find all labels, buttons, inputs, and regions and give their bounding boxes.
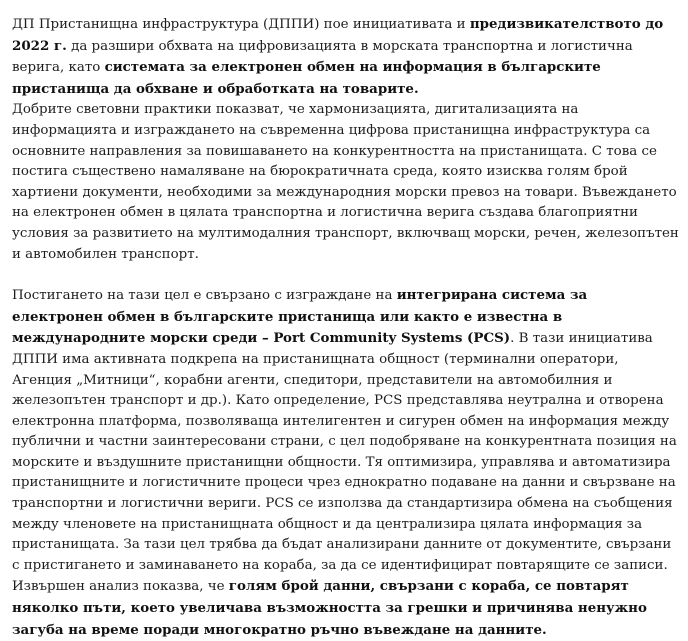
p1-bold-1: предизвикателството до 2022 г. [12,16,664,54]
paragraph-2 [12,100,682,265]
p3-text-1: Постигането на тази цел е свързано с изграждане на [12,288,397,304]
paragraph-spacer [12,265,682,285]
p3-bold-2: голям брой данни, свързани с кораба, се повтарят няколко пъти, което увеличава възможността за грешки и причинява ненужно загуба на време поради многократно ръчно въвеждане на данните. [12,578,647,638]
p2-text: Добрите световни практики показват, че хармонизацията, дигитализацията на информацията и изграждането на съвременна цифрова пристанищна инфраструктура са основните направления за повишаването на конкурентността на пристанищата. С това се постига съществено намаляване на бюрократичната среда, която изисква голям брой хартиени документи, необходими за международния морски превоз на товари. Въвеждането на електронен обмен в цялата транспортна и логистична верига създава благоприятни условия за развитието на мултимодалния транспорт, включващ морски, речен, железопътен и автомобилен транспорт. [12,102,679,262]
p3-bold-1: интегрирана система за електронен обмен в българските пристанища или както е известна в международните морски среди – Port Community Systems (PCS) [12,287,588,347]
p1-bold-2: системата за електронен обмен на информация в българските пристанища да обхване и обработката на товарите. [12,59,601,97]
p1-text-1: ДП Пристанищна инфраструктура (ДППИ) пое инициативата и [12,17,470,32]
paragraph-1 [12,14,682,100]
paragraph-3 [12,285,682,641]
p1-text-2: да разшири обхвата на цифровизацията в морската транспортна и логистична верига, като [12,38,633,76]
p3-text-2: . В тази инициатива ДППИ има активната подкрепа на пристанищната общност (терминални оператори, Агенция „Митници“, корабни агенти, спедитори, представители на автомобилния и железопътен транспорт и др.). Като определение, PCS представлява неутрална и отворена електронна платформа, позволяваща интелигентен и сигурен обмен на информация между публични и частни заинтересовани страни, с цел подобряване на конкурентната позиция на морските и въздушните пристанищни общности. Тя оптимизира, управлява и автоматизира пристанищните и логистичните процеси чрез еднократно подаване на данни и свързване на транспортни и логистични вериги. PCS се използва да стандартизира обмена на съобщения между членовете на пристанищната общност и да централизира цялата информация за пристанищата. За тази цел трябва да бъдат анализирани данните от документите, свързани с пристигането и заминаването на кораба, за да се идентифицират повтарящите се записи. Извършен анализ показва, че [12,331,677,595]
